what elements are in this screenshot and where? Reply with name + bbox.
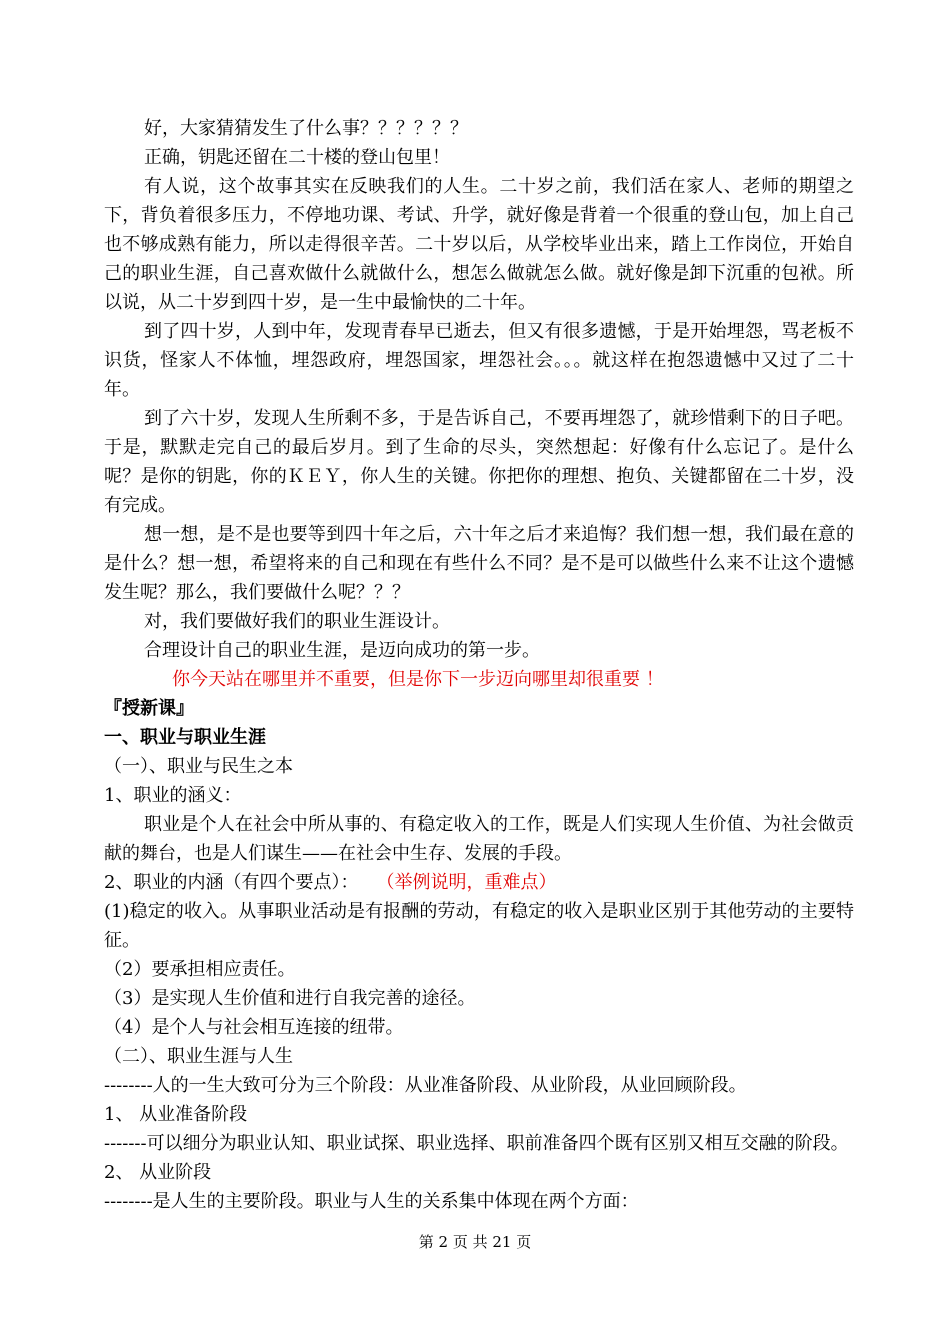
paragraph: 到了四十岁，人到中年，发现青春早已逝去，但又有很多遗憾，于是开始埋怨，骂老板不识货，怪家人不体恤，埋怨政府，埋怨国家，埋怨社会。。。就这样在抱怨遗憾中又过了二十年。	[104, 321, 854, 400]
page-footer: 第 2 页 共 21 页	[418, 1233, 532, 1251]
list-item: （3）是实现人生价值和进行自我完善的途径。	[104, 988, 476, 1009]
paragraph: 对，我们要做好我们的职业生涯设计。	[144, 611, 450, 632]
section-marker: 『授新课』	[104, 698, 194, 719]
subsection-heading: （二）、职业生涯与人生	[104, 1046, 293, 1067]
item-heading	[104, 868, 854, 897]
list-item: (1)稳定的收入。从事职业活动是有报酬的劳动，有稳定的收入是职业区别于其他劳动的主要特征。	[104, 901, 854, 951]
item-heading: 2、 从业阶段	[104, 1162, 212, 1183]
list-item: （4）是个人与社会相互连接的纽带。	[104, 1017, 404, 1038]
list-item: （2）要承担相应责任。	[104, 959, 296, 980]
paragraph: 好，大家猜猜发生了什么事？？？？？？	[144, 118, 468, 139]
paragraph: 正确，钥匙还留在二十楼的登山包里！	[144, 147, 450, 168]
paragraph: 想一想，是不是也要等到四十年之后，六十年之后才来追悔？我们想一想，我们最在意的是什么？想一想，希望将来的自己和现在有些什么不同？是不是可以做些什么来不让这个遗憾发生呢？那么，我们要做什么呢？？？	[104, 524, 854, 603]
paragraph: --------是人生的主要阶段。职业与人生的关系集中体现在两个方面：	[104, 1191, 639, 1212]
section-heading: 一、职业与职业生涯	[104, 727, 266, 748]
paragraph: -------可以细分为职业认知、职业试探、职业选择、职前准备四个既有区别又相互交融的阶段。	[104, 1133, 849, 1154]
subsection-heading: （一）、职业与民生之本	[104, 756, 293, 777]
paragraph: 到了六十岁，发现人生所剩不多，于是告诉自己，不要再埋怨了，就珍惜剩下的日子吧。于是，默默走完自己的最后岁月。到了生命的尽头，突然想起：好像有什么忘记了。是什么呢？是你的钥匙，你的ＫＥＹ，你人生的关键。你把你的理想、抱负、关键都留在二十岁，没有完成。	[104, 408, 854, 516]
paragraph: 职业是个人在社会中所从事的、有稳定收入的工作，既是人们实现人生价值、为社会做贡献的舞台，也是人们谋生——在社会中生存、发展的手段。	[104, 814, 854, 864]
paragraph: 有人说，这个故事其实在反映我们的人生。二十岁之前，我们活在家人、老师的期望之下，背负着很多压力，不停地功课、考试、升学，就好像是背着一个很重的登山包，加上自己也不够成熟有能力，所以走得很辛苦。二十岁以后，从学校毕业出来，踏上工作岗位，开始自己的职业生涯，自己喜欢做什么就做什么，想怎么做就怎么做。就好像是卸下沉重的包袱。所以说，从二十岁到四十岁，是一生中最愉快的二十年。	[104, 176, 854, 313]
document-body	[104, 114, 854, 1216]
item-heading: 1、职业的涵义：	[104, 785, 242, 806]
paragraph: --------人的一生大致可分为三个阶段：从业准备阶段、从业阶段，从业回顾阶段。	[104, 1075, 747, 1096]
highlight-quote: 你今天站在哪里并不重要，但是你下一步迈向哪里却很重要 ！	[172, 669, 664, 690]
item-heading: 1、 从业准备阶段	[104, 1104, 248, 1125]
paragraph: 合理设计自己的职业生涯，是迈向成功的第一步。	[144, 640, 540, 661]
item-heading-text: 2、职业的内涵（有四个要点）：	[104, 872, 359, 893]
item-heading-note: （举例说明，重难点）	[376, 872, 557, 893]
